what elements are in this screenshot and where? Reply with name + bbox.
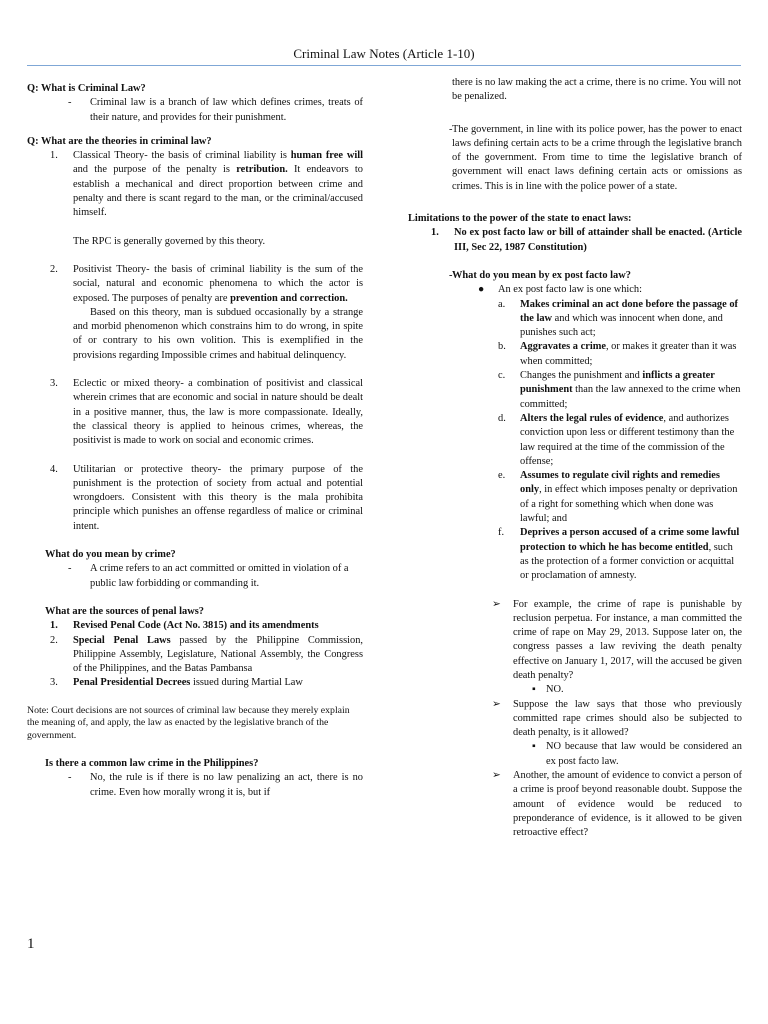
example-2-answer: ▪ NO because that law would be considered an ex post facto law.: [532, 741, 742, 767]
square-bullet-icon: ▪: [532, 684, 536, 696]
theory-positivist: 2. Positivist Theory- the basis of criminal liability is the sum of the social, natural and economic phenomena to which the actor is exposed. The purposes of penalty are prevention and correction.: [50, 263, 363, 304]
question-criminal-law: Q: What is Criminal Law?: [27, 83, 146, 94]
theory-eclectic: 3. Eclectic or mixed theory- a combination of positivist and classical wherein crimes that are economic and social in nature should be dealt in a positive manner, thus, the law is more compassionate. Ideally, the classical theory is applied to heinous crimes, whereas, the positivist is made to work on social and economic crimes.: [50, 378, 363, 447]
square-bullet-icon: ▪: [532, 741, 536, 753]
item-e: e. Assumes to regulate civil rights and remedies only, in effect which imposes penalty or deprivation of a right for something which when done was lawful; and: [498, 470, 738, 525]
arrow-icon: ➢: [492, 698, 501, 710]
theory-classical: 1. Classical Theory- the basis of criminal liability is human free will and the purpose of the penalty is retribution. It endeavors to establish a mechanical and direct proportion between crime and penalty and there is scant regard to the man, or the criminal/accused himself.: [50, 150, 364, 219]
source-rpc: 1. Revised Penal Code (Act No. 3815) and its amendments: [50, 620, 319, 632]
example-1-answer: ▪ NO.: [408, 683, 742, 697]
answer-common-law: - No, the rule is if there is no law penalizing an act, there is no crime. Even how morally wrong it is, but if: [27, 771, 363, 800]
answer-crime: - A crime refers to an act committed or omitted in violation of a public law forbidding or commanding it.: [27, 562, 363, 591]
right-column: [408, 76, 742, 841]
theory-utilitarian: 4. Utilitarian or protective theory- the primary purpose of the punishment is the protection of society from actual and potential wrongdoers. Consistent with this theory is the mala prohibita principle which punishes an offense regardless of malice or criminal intent.: [50, 463, 363, 532]
left-column: [27, 76, 363, 800]
example-rape-death-penalty: ➢ For example, the crime of rape is punishable by reclusion perpetua. For instance, a man committed the crime of rape on May 29, 2013. Suppose later on, the congress passes a law reviving the death penalty effective on January 1, 2017, will the accused be given death penalty?: [492, 598, 742, 681]
item-b: b. Aggravates a crime, or makes it greater than it was when committed;: [498, 341, 737, 367]
item-c: c. Changes the punishment and inflicts a greater punishment than the law annexed to the crime when committed;: [498, 370, 741, 410]
example-retroactive-penalty: ➢ Suppose the law says that those who previously committed rape crimes should also be subjected to death penalty, is it allowed?: [492, 698, 742, 739]
item-d: d. Alters the legal rules of evidence, and authorizes conviction upon less or different testimony than the law required at the time of the commission of the offense;: [498, 412, 735, 467]
page-title: Criminal Law Notes (Article 1-10): [293, 46, 475, 61]
source-special-laws: 2. Special Penal Laws passed by the Philippine Commission, Philippine Assembly, Legislature, National Assembly, the Congress of the Philippines, and the Batas Pambansa: [50, 634, 363, 675]
question-theories: Q: What are the theories in criminal law?: [27, 135, 212, 147]
answer-criminal-law: - Criminal law is a branch of law which defines crimes, treats of their nature, and provides for their punishment.: [27, 96, 363, 125]
item-f: f. Deprives a person accused of a crime some lawful protection to which he has become entitled, such as the protection of a former conviction or acquittal or proclamation of amnesty.: [498, 527, 740, 582]
arrow-icon: ➢: [492, 598, 501, 610]
source-decrees: 3. Penal Presidential Decrees issued during Martial Law: [50, 677, 303, 689]
rpc-note: The RPC is generally governed by this theory.: [73, 235, 266, 247]
example-evidence: ➢ Another, the amount of evidence to convict a person of a crime is proof beyond reasonable doubt. Suppose the amount of evidence would be reduced to preponderance of evidence, is it allowed to be given retroactive effect?: [492, 770, 742, 839]
question-ex-post-facto: - What do you mean by ex post facto law?: [408, 269, 742, 283]
government-police-power: - The government, in line with its police power, has the power to enact laws defining certain acts to be a crime through the legislative branch of the government. From time to time the legislative branch of government will enact laws defining certain acts or omissions as crimes. This is in line with the police power of a state.: [408, 123, 742, 194]
limitations-heading: Limitations to the power of the state to enact laws:: [408, 213, 632, 225]
question-crime: What do you mean by crime?: [45, 549, 176, 561]
item-a: a. Makes criminal an act done before the passage of the law and which was innocent when done, and punishes such act;: [498, 298, 738, 339]
limitation-ex-post-facto: 1. No ex post facto law or bill of attainder shall be enacted. (Article III, Sec 22, 1987 Constitution): [431, 227, 742, 253]
question-common-law: Is there a common law crime in the Philippines?: [45, 758, 259, 770]
continued-answer: there is no law making the act a crime, there is no crime. You will not be penalized.: [452, 77, 742, 103]
arrow-icon: ➢: [492, 770, 501, 782]
ex-post-facto-definition: ● An ex post facto law is one which:: [408, 283, 742, 297]
bullet-icon: ●: [478, 284, 485, 296]
page-number: 1: [27, 936, 35, 952]
header-rule: [27, 65, 741, 66]
positivist-explanation: Based on this theory, man is subdued occasionally by a strange and morbid phenomenon which constrains him to do wrong, in spite of or contrary to his own volition. This is exemplified in the provisions regarding Impossible crimes and habitual delinquency.: [73, 306, 363, 361]
question-sources: What are the sources of penal laws?: [45, 605, 204, 617]
court-decisions-note: Note: Court decisions are not sources of criminal law because they merely explain the meaning of, and apply, the law as enacted by the legislative branch of the government.: [27, 704, 350, 742]
